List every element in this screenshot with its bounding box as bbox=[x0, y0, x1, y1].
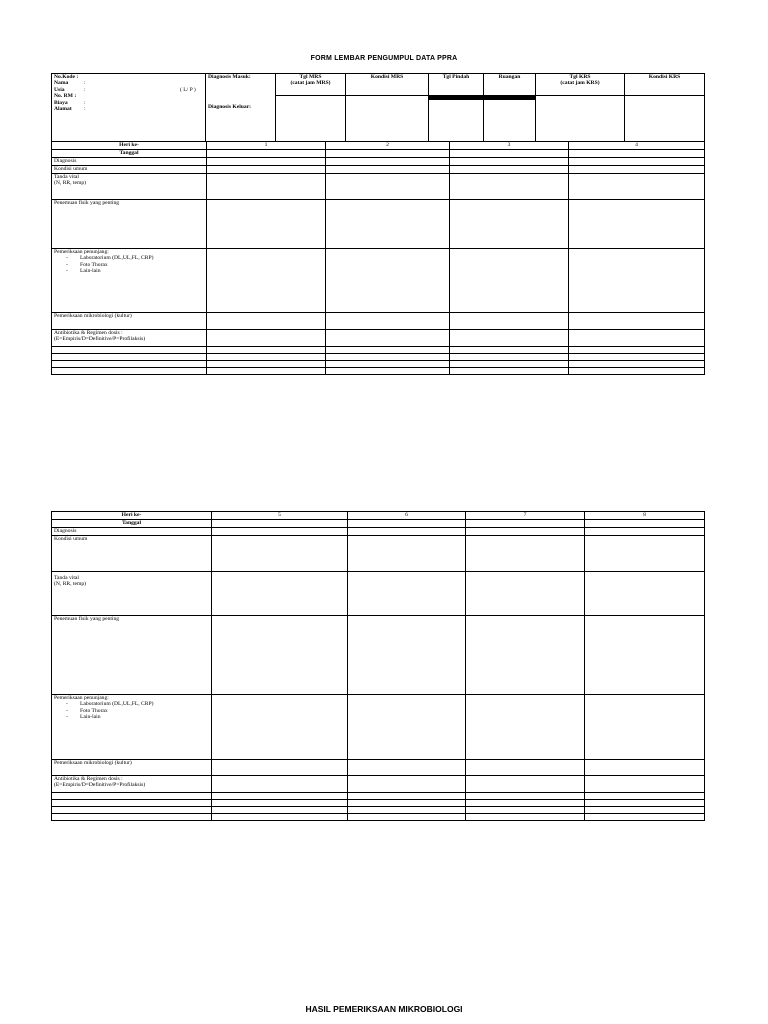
entry-cell[interactable] bbox=[348, 800, 466, 807]
row-label-pemeriksaan-penunjang: Pemeriksaan penunjang: - Laboratorium (DL,UL,FL, CRP) - Foto Thorax - Lain-lain bbox=[52, 695, 212, 760]
row-label-antibiotika: Antibiotika & Regimen dosis : (E=Empiris/D=Definitive/P=Profilaksis) bbox=[52, 776, 212, 793]
date-cell[interactable] bbox=[348, 520, 466, 528]
entry-cell[interactable] bbox=[212, 572, 348, 616]
day-column-header: 6 bbox=[348, 512, 466, 520]
entry-cell[interactable] bbox=[348, 695, 466, 760]
ruangan-field[interactable] bbox=[484, 96, 536, 142]
row-label-kondisi-umum: Kondisi umum bbox=[52, 166, 207, 174]
entry-cell[interactable] bbox=[569, 368, 705, 375]
entry-cell[interactable] bbox=[348, 616, 466, 695]
row-label-tanda-vital: Tanda vital (N, RR, temp) bbox=[52, 572, 212, 616]
entry-cell[interactable] bbox=[450, 368, 569, 375]
diagnosis-cell bbox=[206, 74, 276, 142]
entry-cell[interactable] bbox=[326, 200, 450, 249]
diagnosis-keluar-label: Diagnosis Keluar: bbox=[208, 104, 252, 111]
row-label-pemeriksaan-penunjang: Pemeriksaan penunjang: - Laboratorium (DL,UL,FL, CRP) - Foto Thorax - Lain-lain bbox=[52, 249, 207, 313]
entry-cell[interactable] bbox=[450, 200, 569, 249]
day-column-header: 5 bbox=[212, 512, 348, 520]
entry-cell[interactable] bbox=[212, 616, 348, 695]
entry-cell[interactable] bbox=[450, 166, 569, 174]
entry-cell[interactable] bbox=[207, 158, 326, 166]
entry-cell[interactable] bbox=[569, 200, 705, 249]
entry-cell[interactable] bbox=[212, 536, 348, 572]
entry-cell[interactable] bbox=[326, 361, 450, 368]
entry-cell[interactable] bbox=[466, 793, 585, 800]
entry-cell[interactable] bbox=[585, 572, 705, 616]
row-label-penemuan-fisik: Penemuan fisik yang penting bbox=[52, 200, 207, 249]
entry-cell[interactable] bbox=[569, 158, 705, 166]
entry-cell[interactable] bbox=[207, 361, 326, 368]
entry-cell[interactable] bbox=[348, 528, 466, 536]
entry-cell[interactable] bbox=[585, 695, 705, 760]
kondisi-mrs-header: Kondisi MRS bbox=[346, 74, 429, 96]
tanggal-label: Tanggal bbox=[52, 520, 212, 528]
blank-row-cell[interactable] bbox=[52, 368, 207, 375]
entry-cell[interactable] bbox=[450, 354, 569, 361]
date-cell[interactable] bbox=[326, 150, 450, 158]
entry-cell[interactable] bbox=[326, 174, 450, 200]
entry-cell[interactable] bbox=[326, 313, 450, 330]
entry-cell[interactable] bbox=[450, 174, 569, 200]
tgl-krs-field[interactable] bbox=[536, 96, 625, 142]
entry-cell[interactable] bbox=[585, 528, 705, 536]
entry-cell[interactable] bbox=[569, 249, 705, 313]
entry-cell[interactable] bbox=[348, 572, 466, 616]
row-label-mikrobiologi: Pemeriksaan mikrobiologi (kultur) bbox=[52, 760, 212, 776]
blank-row-cell[interactable] bbox=[52, 814, 212, 821]
entry-cell[interactable] bbox=[207, 313, 326, 330]
date-cell[interactable] bbox=[450, 150, 569, 158]
entry-cell[interactable] bbox=[450, 158, 569, 166]
entry-cell[interactable] bbox=[348, 807, 466, 814]
day-column-header: 2 bbox=[326, 142, 450, 150]
no-kode-label: No.Kode : bbox=[54, 74, 79, 80]
usia-label: Usia bbox=[54, 86, 65, 93]
entry-cell[interactable] bbox=[207, 330, 326, 347]
entry-cell[interactable] bbox=[207, 200, 326, 249]
entry-cell[interactable] bbox=[207, 368, 326, 375]
tgl-pindah-field[interactable] bbox=[429, 96, 484, 142]
patient-info-cell: No.Kode : Nama : Usia : ( L/ P ) No. RM : Biaya : Alamat : bbox=[52, 74, 206, 142]
entry-cell[interactable] bbox=[212, 814, 348, 821]
day-column-header: 1 bbox=[207, 142, 326, 150]
row-label-antibiotika: Antibiotika & Regimen dosis : (E=Empiris/D=Definitive/P=Profilaksis) bbox=[52, 330, 207, 347]
alamat-label: Alamat bbox=[54, 106, 72, 113]
row-label-diagnosis: Diagnosis bbox=[52, 528, 212, 536]
entry-cell[interactable] bbox=[348, 793, 466, 800]
entry-cell[interactable] bbox=[348, 536, 466, 572]
entry-cell[interactable] bbox=[212, 528, 348, 536]
daily-table-2 bbox=[51, 511, 705, 821]
entry-cell[interactable] bbox=[326, 166, 450, 174]
entry-cell[interactable] bbox=[326, 249, 450, 313]
entry-cell[interactable] bbox=[585, 793, 705, 800]
entry-cell[interactable] bbox=[569, 330, 705, 347]
tgl-pindah-header: Tgl Pindah bbox=[429, 74, 484, 96]
entry-cell[interactable] bbox=[207, 174, 326, 200]
entry-cell[interactable] bbox=[466, 776, 585, 793]
date-cell[interactable] bbox=[585, 520, 705, 528]
day-column-header: 3 bbox=[450, 142, 569, 150]
date-cell[interactable] bbox=[466, 520, 585, 528]
hari-ke-label: Heri ke- bbox=[52, 142, 207, 150]
entry-cell[interactable] bbox=[466, 814, 585, 821]
entry-cell[interactable] bbox=[450, 313, 569, 330]
entry-cell[interactable] bbox=[569, 166, 705, 174]
entry-cell[interactable] bbox=[212, 695, 348, 760]
entry-cell[interactable] bbox=[207, 354, 326, 361]
date-cell[interactable] bbox=[207, 150, 326, 158]
entry-cell[interactable] bbox=[348, 776, 466, 793]
entry-cell[interactable] bbox=[466, 536, 585, 572]
blank-row-cell[interactable] bbox=[52, 807, 212, 814]
entry-cell[interactable] bbox=[348, 760, 466, 776]
entry-cell[interactable] bbox=[569, 347, 705, 354]
entry-cell[interactable] bbox=[207, 166, 326, 174]
entry-cell[interactable] bbox=[585, 807, 705, 814]
tgl-mrs-header: Tgl MRS (catat jam MRS) bbox=[276, 74, 346, 96]
row-label-kondisi-umum: Kondisi umum bbox=[52, 536, 212, 572]
hari-ke-label: Heri ke- bbox=[52, 512, 212, 520]
row-label-diagnosis: Diagnosis bbox=[52, 158, 207, 166]
tgl-mrs-field[interactable] bbox=[276, 96, 346, 142]
entry-cell[interactable] bbox=[326, 368, 450, 375]
entry-cell[interactable] bbox=[585, 760, 705, 776]
row-label-mikrobiologi: Pemeriksaan mikrobiologi (kultur) bbox=[52, 313, 207, 330]
date-cell[interactable] bbox=[212, 520, 348, 528]
blank-row-cell[interactable] bbox=[52, 361, 207, 368]
nama-label: Nama bbox=[54, 80, 69, 87]
patient-header-table bbox=[51, 73, 705, 142]
entry-cell[interactable] bbox=[466, 760, 585, 776]
row-label-penemuan-fisik: Penemuan fisik yang penting bbox=[52, 616, 212, 695]
entry-cell[interactable] bbox=[585, 800, 705, 807]
entry-cell[interactable] bbox=[466, 695, 585, 760]
entry-cell[interactable] bbox=[326, 354, 450, 361]
entry-cell[interactable] bbox=[212, 760, 348, 776]
entry-cell[interactable] bbox=[569, 354, 705, 361]
entry-cell[interactable] bbox=[569, 313, 705, 330]
entry-cell[interactable] bbox=[348, 814, 466, 821]
kondisi-krs-field[interactable] bbox=[625, 96, 705, 142]
entry-cell[interactable] bbox=[450, 361, 569, 368]
entry-cell[interactable] bbox=[212, 793, 348, 800]
day-column-header: 8 bbox=[585, 512, 705, 520]
kondisi-mrs-field[interactable] bbox=[346, 96, 429, 142]
entry-cell[interactable] bbox=[466, 616, 585, 695]
entry-cell[interactable] bbox=[466, 528, 585, 536]
entry-cell[interactable] bbox=[585, 776, 705, 793]
kondisi-krs-header: Kondisi KRS bbox=[625, 74, 705, 96]
blank-row-cell[interactable] bbox=[52, 793, 212, 800]
entry-cell[interactable] bbox=[326, 347, 450, 354]
no-rm-label: No. RM : bbox=[54, 93, 77, 100]
ruangan-header: Ruangan bbox=[484, 74, 536, 96]
date-cell[interactable] bbox=[569, 150, 705, 158]
daily-table-1 bbox=[51, 141, 705, 375]
entry-cell[interactable] bbox=[212, 776, 348, 793]
row-label-tanda-vital: Tanda vital (N, RR, temp) bbox=[52, 174, 207, 200]
entry-cell[interactable] bbox=[569, 361, 705, 368]
entry-cell[interactable] bbox=[569, 174, 705, 200]
biaya-label: Biaya bbox=[54, 99, 68, 106]
blank-row-cell[interactable] bbox=[52, 354, 207, 361]
entry-cell[interactable] bbox=[466, 572, 585, 616]
entry-cell[interactable] bbox=[450, 330, 569, 347]
entry-cell[interactable] bbox=[207, 249, 326, 313]
gender-field: ( L/ P ) bbox=[180, 86, 196, 93]
entry-cell[interactable] bbox=[466, 800, 585, 807]
form-title: FORM LEMBAR PENGUMPUL DATA PPRA bbox=[310, 55, 458, 62]
entry-cell[interactable] bbox=[212, 807, 348, 814]
day-column-header: 4 bbox=[569, 142, 705, 150]
entry-cell[interactable] bbox=[326, 330, 450, 347]
entry-cell[interactable] bbox=[207, 347, 326, 354]
blank-row-cell[interactable] bbox=[52, 800, 212, 807]
entry-cell[interactable] bbox=[326, 158, 450, 166]
entry-cell[interactable] bbox=[450, 347, 569, 354]
entry-cell[interactable] bbox=[212, 800, 348, 807]
tanggal-label: Tanggal bbox=[52, 150, 207, 158]
diagnosis-masuk-label: Diagnosis Masuk: bbox=[208, 74, 251, 80]
entry-cell[interactable] bbox=[585, 814, 705, 821]
tgl-krs-header: Tgl KRS (catat jam KRS) bbox=[536, 74, 625, 96]
blank-row-cell[interactable] bbox=[52, 347, 207, 354]
entry-cell[interactable] bbox=[585, 536, 705, 572]
microbiology-results-title: HASIL PEMERIKSAAN MIKROBIOLOGI bbox=[305, 1004, 463, 1014]
entry-cell[interactable] bbox=[450, 249, 569, 313]
entry-cell[interactable] bbox=[466, 807, 585, 814]
entry-cell[interactable] bbox=[585, 616, 705, 695]
day-column-header: 7 bbox=[466, 512, 585, 520]
